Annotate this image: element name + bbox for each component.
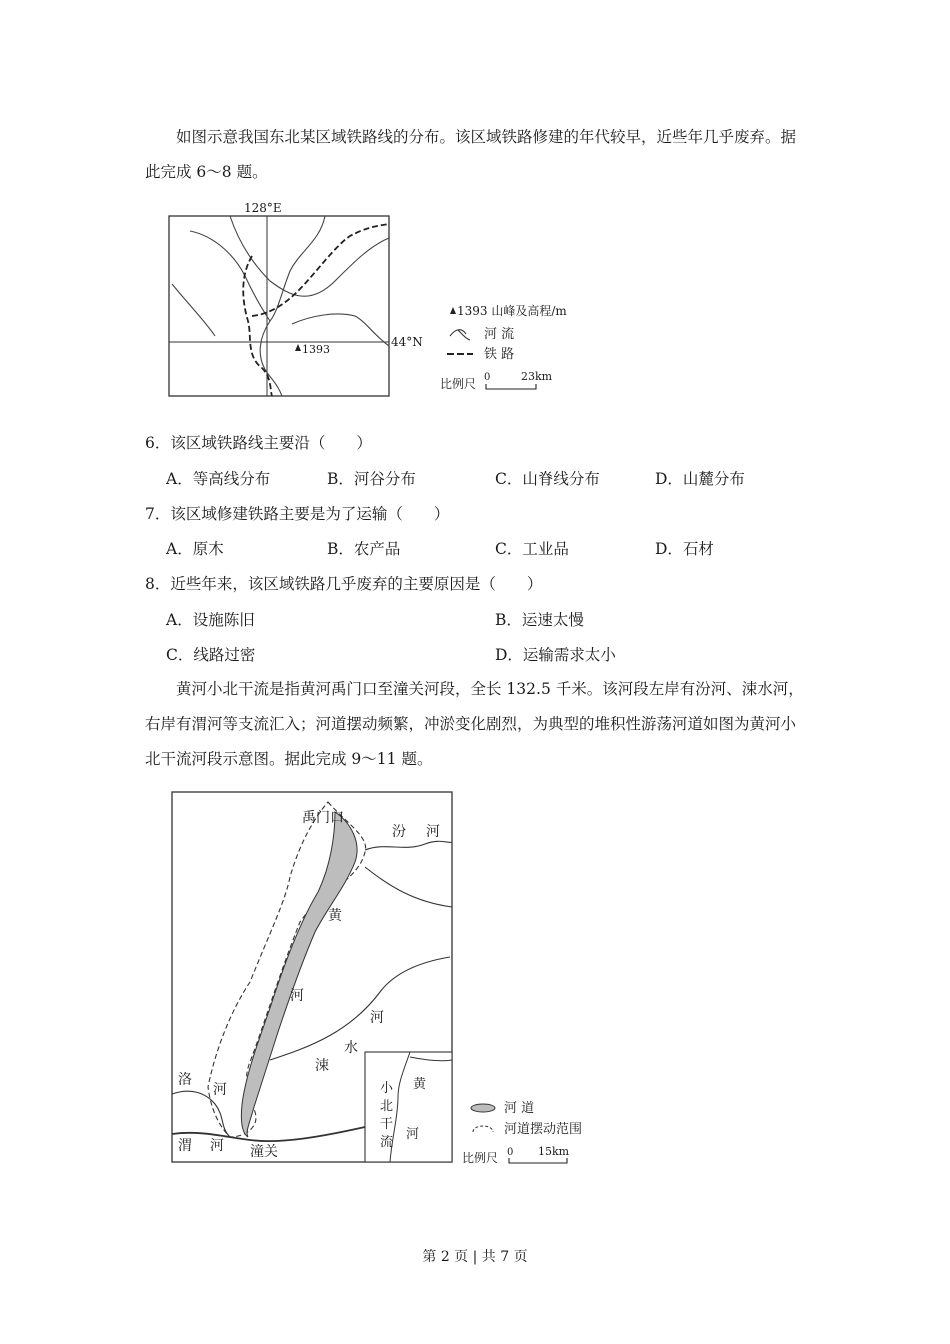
label-sushui-he: 河 xyxy=(370,1010,384,1026)
question-7-stem: 7．该区域修建铁路主要是为了运输（ ） xyxy=(145,505,450,523)
legend-river-icon xyxy=(450,330,470,340)
legend-river: 河 流 xyxy=(484,327,515,342)
option-6b[interactable]: B．河谷分布 xyxy=(327,470,416,488)
inset-xiao: 小 xyxy=(380,1081,394,1096)
yellow-river-map xyxy=(170,792,610,1172)
label-he: 河 xyxy=(290,988,304,1004)
inset-box xyxy=(365,1052,452,1162)
label-luo: 洛 xyxy=(178,1072,192,1088)
fen-river xyxy=(365,841,452,850)
river-channel xyxy=(241,812,357,1137)
luo-river xyxy=(172,1091,230,1137)
peak-elevation: 1393 xyxy=(302,343,330,356)
railway-line xyxy=(243,224,389,396)
intro-paragraph-2: 黄河小北干流是指黄河禹门口至潼关河段，全长 132.5 千米。该河段左岸有汾河、涑水河，右岸有渭河等支流汇入；河道摆动频繁，冲淤变化剧烈，为典型的堆积性游荡河道如图为黄河小北干流河段示意图。据此完成 9～11 题。 xyxy=(145,680,804,768)
river-line-3 xyxy=(365,867,452,907)
option-6d[interactable]: D．山麓分布 xyxy=(655,470,745,488)
scale-bar-2 xyxy=(509,1158,567,1163)
railway-map xyxy=(160,196,610,406)
option-6c[interactable]: C．山脊线分布 xyxy=(495,470,600,488)
option-7b[interactable]: B．农产品 xyxy=(327,540,401,558)
legend-swing-icon xyxy=(473,1126,493,1132)
legend2-scale-value: 15km xyxy=(538,1145,570,1158)
legend-scale-zero: 0 xyxy=(484,372,491,383)
legend-scale-value: 23km xyxy=(521,370,553,383)
option-8c[interactable]: C．线路过密 xyxy=(166,646,256,664)
inset-he: 河 xyxy=(406,1127,420,1142)
question-6-stem: 6．该区域铁路线主要沿（ ） xyxy=(145,434,372,452)
option-8b[interactable]: B．运速太慢 xyxy=(495,611,584,629)
longitude-label: 128°E xyxy=(244,201,282,215)
legend2-scale-label: 比例尺 xyxy=(462,1151,499,1165)
option-7c[interactable]: C．工业品 xyxy=(495,540,569,558)
label-sushui-su: 涑 xyxy=(315,1058,329,1074)
page-footer: 第 2 页 | 共 7 页 xyxy=(422,1249,528,1265)
option-7d[interactable]: D．石材 xyxy=(655,540,714,558)
inset-gan: 干 xyxy=(380,1117,394,1132)
option-8a[interactable]: A．设施陈旧 xyxy=(166,611,255,629)
option-7a[interactable]: A．原木 xyxy=(166,540,224,558)
label-wei: 渭 xyxy=(178,1138,192,1154)
legend-scale-label: 比例尺 xyxy=(440,377,477,391)
intro-paragraph-1: 如图示意我国东北某区域铁路线的分布。该区域铁路修建的年代较早，近些年几乎废弃。据此完成 6～8 题。 xyxy=(145,128,797,181)
option-8d[interactable]: D．运输需求太小 xyxy=(495,646,616,664)
wei-river xyxy=(172,1127,365,1141)
inset-huang: 黄 xyxy=(413,1077,427,1092)
inset-bei: 北 xyxy=(380,1099,394,1114)
label-luo-he: 河 xyxy=(213,1082,227,1098)
label-yumenkou: 禹门口 xyxy=(302,810,344,826)
label-fen-1: 汾 xyxy=(392,824,406,840)
river-line-2 xyxy=(230,216,389,296)
inset-liu: 流 xyxy=(380,1135,394,1150)
option-6a[interactable]: A．等高线分布 xyxy=(166,470,271,488)
scale-bar xyxy=(486,384,536,389)
legend-channel: 河 道 xyxy=(504,1101,535,1116)
label-fen-2: 河 xyxy=(426,824,440,840)
latitude-label: 44°N xyxy=(391,335,423,349)
label-sushui-shui: 水 xyxy=(344,1040,358,1056)
label-tongguan: 潼关 xyxy=(250,1144,278,1160)
label-huang: 黄 xyxy=(328,908,342,924)
legend2-scale-zero: 0 xyxy=(507,1147,514,1158)
legend-rail: 铁 路 xyxy=(484,347,515,362)
peak-marker xyxy=(295,344,301,351)
label-wei-he: 河 xyxy=(210,1138,224,1154)
question-8-stem: 8．近些年来，该区域铁路几乎废弃的主要原因是（ ） xyxy=(145,575,543,593)
legend-swing: 河道摆动范围 xyxy=(504,1122,583,1137)
legend-channel-icon xyxy=(471,1104,495,1112)
legend-peak: 1393 山峰及高程/m xyxy=(457,304,567,318)
legend-peak-icon xyxy=(450,307,456,314)
